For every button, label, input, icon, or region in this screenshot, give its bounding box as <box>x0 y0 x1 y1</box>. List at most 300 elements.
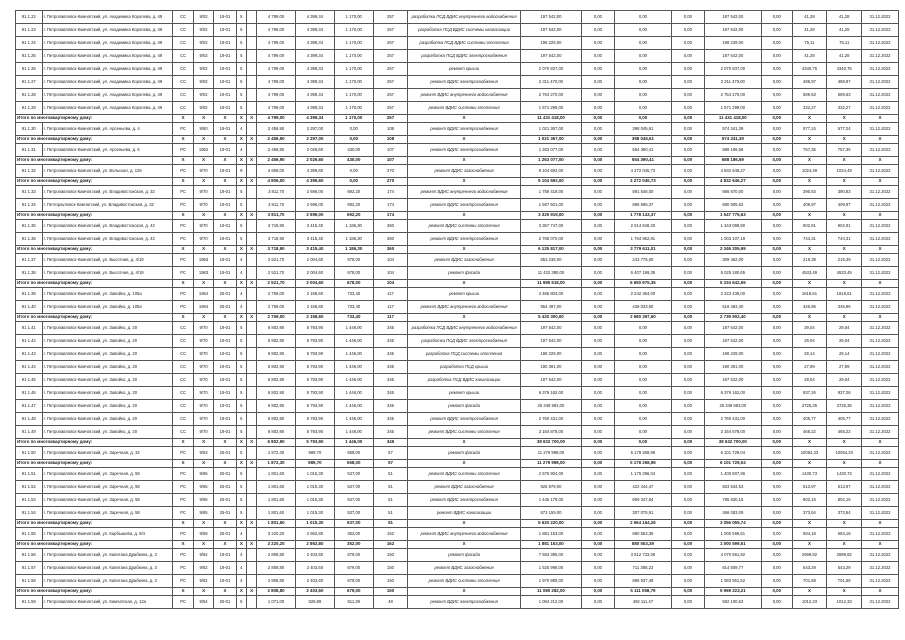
cell-code1: СС <box>173 11 193 24</box>
cell-v4: 1024,49 <box>827 165 862 178</box>
cell-code2: 9/02 <box>193 11 213 24</box>
cell-area3: 679,00 <box>334 562 373 575</box>
total-row <box>16 280 899 288</box>
cell-v3: 29,04 <box>792 374 827 387</box>
cell-area3: 1 446,00 <box>334 439 373 447</box>
cell-cost: 6 125 817,00 <box>520 246 581 254</box>
cell-zero: 0,00 <box>582 50 615 63</box>
cell-sum: 1 778 143,37 <box>614 212 671 220</box>
cell-address: г. Петропавловск-Камчатский, ул. Высотная, д. 4/19 <box>42 254 173 267</box>
cell-v2: 0,00 <box>761 387 792 400</box>
cell-v3: 465,22 <box>792 426 827 439</box>
cell-count: 57 <box>373 447 408 460</box>
cell-zero2: 0,00 <box>672 144 705 157</box>
cell-count: 117 <box>373 288 408 301</box>
cell-v2: 0,00 <box>761 288 792 301</box>
cell-code3: 19-01 <box>214 24 236 37</box>
total-label: Итого по многоквартирному дому: <box>16 246 173 254</box>
cell-date: X <box>862 520 899 528</box>
cell-code5: X <box>246 157 256 165</box>
cell-code2: X <box>193 520 213 528</box>
cell-count: 107 <box>373 157 408 165</box>
cell-v3: X <box>792 212 827 220</box>
cell-area3: 352,00 <box>334 528 373 541</box>
cell-v2: 0,00 <box>761 528 792 541</box>
cell-work: X <box>408 246 520 254</box>
cell-date: 31.12.2022 <box>862 361 899 374</box>
cell-sum: 492 111,47 <box>614 596 671 609</box>
cell-v2: 0,00 <box>761 400 792 413</box>
cell-code4: 5 <box>236 322 246 335</box>
cell-cost: 11 080 282,00 <box>520 588 581 596</box>
cell-count: 162 <box>373 541 408 549</box>
cell-blank <box>246 494 256 507</box>
cell-area3: 679,00 <box>334 588 373 596</box>
cell-area2: 1 015,30 <box>295 520 334 528</box>
cell-v2: 0,00 <box>761 89 792 102</box>
cell-work: X <box>408 439 520 447</box>
cell-area2: 5 793,90 <box>295 426 334 439</box>
cell-work: ремонт ВДИС электроснабжения <box>408 199 520 212</box>
cell-count: 345 <box>373 374 408 387</box>
cell-cost: 1 021 367,00 <box>520 136 581 144</box>
cell-zero: 0,00 <box>582 76 615 89</box>
cell-sum: 554 390,41 <box>614 144 671 157</box>
cell-address: г. Петропавловск-Камчатский, ул. Арсеньева, д. 6 <box>42 144 173 157</box>
cell-v4: 29,04 <box>827 374 862 387</box>
cell-code4: 5 <box>236 89 246 102</box>
cell-count: 108 <box>373 123 408 136</box>
table-row <box>16 468 899 481</box>
cell-code5: X <box>246 280 256 288</box>
cell-code3: 19-01 <box>214 165 236 178</box>
cell-cost: 3 357 747,00 <box>520 220 581 233</box>
total-label: Итого по многоквартирному дому: <box>16 460 173 468</box>
cell-area3: 1 446,00 <box>334 348 373 361</box>
cell-v2: 0,00 <box>761 199 792 212</box>
cell-v1: 2 346 205,99 <box>704 246 761 254</box>
cell-cost: 7 583 395,00 <box>520 549 581 562</box>
cell-v1: 574 341,39 <box>704 123 761 136</box>
cell-v3: 937,26 <box>792 387 827 400</box>
cell-v2: 0,00 <box>761 361 792 374</box>
cell-area2: 2 004,60 <box>295 280 334 288</box>
cell-cost: 673 159,00 <box>520 507 581 520</box>
cell-area1: 6 802,90 <box>257 335 296 348</box>
cell-zero: 0,00 <box>582 178 615 186</box>
cell-code2: 9/70 <box>193 361 213 374</box>
cell-v2: 0,00 <box>761 588 792 596</box>
cell-area2: 5 793,90 <box>295 361 334 374</box>
cell-area1: 6 802,90 <box>257 374 296 387</box>
table-row <box>16 361 899 374</box>
cell-area2: 2 862,80 <box>295 541 334 549</box>
cell-work: разработка ПСД ВДИС канализации <box>408 374 520 387</box>
cell-code2: X <box>193 541 213 549</box>
cell-count: 51 <box>373 520 408 528</box>
cell-num: 91 1.36 <box>16 233 43 246</box>
cell-v4: 902,91 <box>827 220 862 233</box>
cell-address: г. Петропавловск-Камчатский, ул. Завойко, д. 20 <box>42 361 173 374</box>
cell-num: 91 1.51 <box>16 468 43 481</box>
cell-sum: 0,00 <box>614 37 671 50</box>
cell-date: 31.12.2022 <box>862 254 899 267</box>
cell-count: 51 <box>373 468 408 481</box>
cell-code4: 5 <box>236 413 246 426</box>
cell-area3: 733,40 <box>334 301 373 314</box>
cell-v3: X <box>792 280 827 288</box>
cell-code2: 9/02 <box>193 50 213 63</box>
cell-area2: 5 793,90 <box>295 439 334 447</box>
cell-num: 91 1.55 <box>16 528 43 541</box>
cell-num: 91 1.35 <box>16 220 43 233</box>
cell-cost: 190 391,00 <box>520 361 581 374</box>
cell-area2: 2 158,60 <box>295 288 334 301</box>
capital-repair-table <box>15 10 899 609</box>
cell-v2: 0,00 <box>761 157 792 165</box>
cell-area1: 1 801,60 <box>257 507 296 520</box>
cell-blank <box>246 413 256 426</box>
cell-code4: 5 <box>236 400 246 413</box>
cell-address: г. Петропавловск-Камчатский, ул. Академика Королева, д. 49 <box>42 89 173 102</box>
cell-sum: 398 045,61 <box>614 123 671 136</box>
cell-zero2: 0,00 <box>672 494 705 507</box>
cell-num: 91 1.56 <box>16 549 43 562</box>
cell-zero2: 0,00 <box>672 596 705 609</box>
cell-code4: 5 <box>236 102 246 115</box>
cell-date: 31.12.2022 <box>862 468 899 481</box>
cell-code2: 9/70 <box>193 233 213 246</box>
cell-code2: 9/62 <box>193 549 213 562</box>
table-row <box>16 387 899 400</box>
cell-code2: 9/02 <box>193 37 213 50</box>
cell-v2: 0,00 <box>761 267 792 280</box>
cell-cost: 9 104 692,00 <box>520 165 581 178</box>
cell-zero2: 0,00 <box>672 165 705 178</box>
cell-v3: 29,04 <box>792 335 827 348</box>
cell-zero: 0,00 <box>582 596 615 609</box>
cell-area3: 1 170,00 <box>334 102 373 115</box>
cell-count: 57 <box>373 460 408 468</box>
cell-v2: 0,00 <box>761 481 792 494</box>
cell-code2: 9/62 <box>193 575 213 588</box>
cell-v3: 409,97 <box>792 199 827 212</box>
cell-date: 31.12.2022 <box>862 76 899 89</box>
cell-area3: 678,00 <box>334 280 373 288</box>
cell-date: 31.12.2022 <box>862 322 899 335</box>
cell-work: X <box>408 588 520 596</box>
cell-v2: 0,00 <box>761 460 792 468</box>
cell-zero2: 0,00 <box>672 588 705 596</box>
cell-area3: 1 170,00 <box>334 24 373 37</box>
cell-area2: 989,70 <box>295 460 334 468</box>
cell-v1: 4 832 646,27 <box>704 178 761 186</box>
cell-v2: 0,00 <box>761 494 792 507</box>
cell-cost: 1 567 501,00 <box>520 199 581 212</box>
cell-address: г. Петропавловск-Камчатский, ул. Завойко, д. 105а <box>42 288 173 301</box>
cell-blank <box>246 102 256 115</box>
cell-area3: 0,00 <box>334 136 373 144</box>
cell-zero: 0,00 <box>582 115 615 123</box>
cell-sum: 0,00 <box>614 102 671 115</box>
cell-code4: X <box>236 280 246 288</box>
cell-area3: 678,00 <box>334 267 373 280</box>
cell-address: г. Петропавловск-Камчатский, ул. Капитана Драбкина, д. 3 <box>42 575 173 588</box>
cell-count: 150 <box>373 549 408 562</box>
cell-code3: 19-01 <box>214 123 236 136</box>
cell-code1: РС <box>173 288 193 301</box>
cell-code1: РС <box>173 575 193 588</box>
cell-code2: X <box>193 314 213 322</box>
total-label: Итого по многоквартирному дому: <box>16 115 173 123</box>
total-row <box>16 439 899 447</box>
cell-zero2: 0,00 <box>672 220 705 233</box>
cell-work: X <box>408 520 520 528</box>
cell-work: разработка ПСД крыши <box>408 361 520 374</box>
cell-num: 91 1.43 <box>16 348 43 361</box>
cell-count: 270 <box>373 178 408 186</box>
cell-zero: 0,00 <box>582 136 615 144</box>
cell-sum: 886 595,37 <box>614 199 671 212</box>
cell-zero: 0,00 <box>582 254 615 267</box>
cell-v2: 0,00 <box>761 24 792 37</box>
cell-area1: 4 799,00 <box>257 63 296 76</box>
cell-v4: 41,28 <box>827 11 862 24</box>
cell-code1: СС <box>173 102 193 115</box>
cell-cost: 2 311 470,00 <box>520 76 581 89</box>
cell-code1: РС <box>173 123 193 136</box>
cell-code4: 5 <box>236 374 246 387</box>
cell-v2: 0,00 <box>761 165 792 178</box>
cell-work: ремонт ВДИС системы отопления <box>408 220 520 233</box>
cell-zero2: 0,00 <box>672 76 705 89</box>
cell-code3: X <box>214 314 236 322</box>
cell-area2: 4 399,60 <box>295 178 334 186</box>
cell-code3: 19-01 <box>214 11 236 24</box>
cell-area2: 5 793,90 <box>295 387 334 400</box>
cell-zero: 0,00 <box>582 520 615 528</box>
cell-v1: 197 542,00 <box>704 374 761 387</box>
cell-zero: 0,00 <box>582 246 615 254</box>
cell-count: 257 <box>373 115 408 123</box>
cell-area2: 5 793,90 <box>295 322 334 335</box>
cell-code3: 25-01 <box>214 288 236 301</box>
cell-cost: 3 325 919,00 <box>520 212 581 220</box>
cell-v3: 744,31 <box>792 233 827 246</box>
cell-work: ремонт фасада <box>408 267 520 280</box>
cell-blank <box>246 481 256 494</box>
cell-code3: 25-01 <box>214 468 236 481</box>
cell-date: 31.12.2022 <box>862 387 899 400</box>
cell-zero2: 0,00 <box>672 212 705 220</box>
cell-work: разработка ПСД ВДИС внутреннего водоснабжения <box>408 322 520 335</box>
cell-zero: 0,00 <box>582 507 615 520</box>
cell-work: ремонт ВДИС системы отопления <box>408 575 520 588</box>
cell-code3: 19-01 <box>214 199 236 212</box>
cell-cost: 5 620 220,00 <box>520 520 581 528</box>
cell-code3: X <box>214 439 236 447</box>
cell-code4: 9 <box>236 165 246 178</box>
cell-blank <box>246 468 256 481</box>
cell-sum: 3 779 611,01 <box>614 246 671 254</box>
cell-count: 360 <box>373 233 408 246</box>
cell-sum: 398 045,61 <box>614 136 671 144</box>
cell-zero: 0,00 <box>582 11 615 24</box>
cell-code2: 1963 <box>193 254 213 267</box>
cell-cost: 11 279 998,00 <box>520 460 581 468</box>
cell-address: г. Петропавловск-Камчатский, ул. Владивостокская, д. 43 <box>42 233 173 246</box>
cell-zero: 0,00 <box>582 541 615 549</box>
cell-area2: 2 158,60 <box>295 314 334 322</box>
cell-zero: 0,00 <box>582 494 615 507</box>
table-row <box>16 507 899 520</box>
cell-date: 31.12.2022 <box>862 301 899 314</box>
cell-count: 345 <box>373 413 408 426</box>
cell-address: г. Петропавловск-Камчатский, ул. Карбышева, д. 9/4 <box>42 528 173 541</box>
cell-code1: СС <box>173 400 193 413</box>
cell-code2: X <box>193 439 213 447</box>
cell-zero: 0,00 <box>582 123 615 136</box>
cell-code3: 19-01 <box>214 549 236 562</box>
total-row <box>16 136 899 144</box>
cell-v4: 219,39 <box>827 254 862 267</box>
cell-v4: 589,63 <box>827 89 862 102</box>
cell-code1: РС <box>173 562 193 575</box>
cell-sum: 6 650 975,35 <box>614 280 671 288</box>
total-label: Итого по многоквартирному дому: <box>16 178 173 186</box>
cell-blank <box>246 400 256 413</box>
cell-v1: 198 229,00 <box>704 348 761 361</box>
cell-v1: 5 969 223,21 <box>704 588 761 596</box>
cell-area1: 2 456,90 <box>257 136 296 144</box>
cell-v1: 6 376 162,00 <box>704 387 761 400</box>
cell-work: X <box>408 280 520 288</box>
cell-v2: 0,00 <box>761 507 792 520</box>
cell-date: 31.12.2022 <box>862 24 899 37</box>
cell-code4: 4 <box>236 267 246 280</box>
cell-blank <box>246 562 256 575</box>
cell-sum: 0,00 <box>614 374 671 387</box>
cell-v4: 4340,75 <box>827 63 862 76</box>
cell-v3: 589,63 <box>792 89 827 102</box>
cell-area3: 692,20 <box>334 186 373 199</box>
cell-zero: 0,00 <box>582 314 615 322</box>
cell-address: г. Петропавловск-Камчатский, ул. Академика Королева, д. 49 <box>42 63 173 76</box>
cell-num: 91 1.33 <box>16 186 43 199</box>
cell-v4: 332,27 <box>827 102 862 115</box>
cell-area1: 3 718,90 <box>257 246 296 254</box>
cell-v4: 41,28 <box>827 50 862 63</box>
cell-address: г. Петропавловск-Камчатский, ул. Завойко, д. 20 <box>42 335 173 348</box>
cell-work: ремонт ВДИС системы отопления <box>408 468 520 481</box>
cell-cost: 2 070 837,00 <box>520 63 581 76</box>
cell-sum: 0,00 <box>614 439 671 447</box>
cell-address: г. Петропавловск-Камчатский, ул. Зарeчная, д. 58 <box>42 494 173 507</box>
cell-v4: X <box>827 157 862 165</box>
cell-area3: 1 446,00 <box>334 335 373 348</box>
cell-blank <box>246 267 256 280</box>
cell-address: г. Петропавловск-Камчатский, ул. Завойко, д. 105а <box>42 301 173 314</box>
cell-address: г. Петропавловск-Камчатский, ул. Завойко, д. 20 <box>42 374 173 387</box>
cell-area1: 6 802,90 <box>257 439 296 447</box>
cell-date: 31.12.2022 <box>862 494 899 507</box>
cell-count: 345 <box>373 322 408 335</box>
cell-sum: 1 175 296,04 <box>614 468 671 481</box>
cell-cost: 4 465 803,00 <box>520 288 581 301</box>
cell-code4: X <box>236 520 246 528</box>
cell-v2: 0,00 <box>761 220 792 233</box>
cell-sum: 5 111 058,79 <box>614 588 671 596</box>
cell-num: 91 1.47 <box>16 400 43 413</box>
cell-count: 257 <box>373 24 408 37</box>
cell-code3: 19-01 <box>214 233 236 246</box>
cell-code4: 4 <box>236 123 246 136</box>
cell-work: ремонт фасада <box>408 447 520 460</box>
cell-sum: 891 548,00 <box>614 186 671 199</box>
cell-date: 31.12.2022 <box>862 220 899 233</box>
cell-area3: 1 446,00 <box>334 413 373 426</box>
cell-code4: X <box>236 157 246 165</box>
cell-code2: 1964 <box>193 301 213 314</box>
cell-work: ремонт ВДИС газоснабжения <box>408 481 520 494</box>
cell-v4: 27,99 <box>827 361 862 374</box>
cell-address: г. Петropavловск-Камчатский, ул. Владивостокская, д. 32 <box>42 199 173 212</box>
cell-area2: 2 026,60 <box>295 144 334 157</box>
cell-count: 345 <box>373 348 408 361</box>
cell-v3: 488,97 <box>792 76 827 89</box>
cell-work: ремонт ВДИС газоснабжения <box>408 562 520 575</box>
cell-sum: 880 553,39 <box>614 541 671 549</box>
cell-blank <box>246 575 256 588</box>
cell-zero2: 0,00 <box>672 507 705 520</box>
cell-v4: X <box>827 280 862 288</box>
total-label: Итого по многоквартирному дому: <box>16 157 173 165</box>
cell-code1: РС <box>173 233 193 246</box>
cell-sum: 0,00 <box>614 335 671 348</box>
cell-sum: 2 014 648,20 <box>614 220 671 233</box>
cell-v1: 516 463,40 <box>704 301 761 314</box>
cell-v4: 937,26 <box>827 387 862 400</box>
cell-area2: 2 297,00 <box>295 136 334 144</box>
cell-area2: 929,89 <box>295 596 334 609</box>
cell-sum: 2 680 397,60 <box>614 314 671 322</box>
cell-cost: 1 571 299,00 <box>520 102 581 115</box>
table-row <box>16 123 899 136</box>
cell-v3: X <box>792 520 827 528</box>
cell-v3: 902,91 <box>792 220 827 233</box>
cell-blank <box>246 220 256 233</box>
cell-v1: 1 400 607,96 <box>704 468 761 481</box>
cell-code4: X <box>236 178 246 186</box>
cell-code4: 4 <box>236 254 246 267</box>
cell-blank <box>246 335 256 348</box>
cell-address: г. Петропавловск-Камчатский, ул. Владивостокская, д. 32 <box>42 186 173 199</box>
cell-address: г. Петропавловск-Камчатский, ул. Зарeчная, д. 58 <box>42 481 173 494</box>
cell-area1: 4 799,00 <box>257 115 296 123</box>
cell-v4: 701,68 <box>827 575 862 588</box>
cell-v1: 5 025 180,65 <box>704 267 761 280</box>
cell-zero2: 0,00 <box>672 468 705 481</box>
cell-v3: 390,83 <box>792 186 827 199</box>
cell-address: г. Петропавловск-Камчатский, ул. Завойко, д. 20 <box>42 322 173 335</box>
cell-date: 31.12.2022 <box>862 186 899 199</box>
cell-blank <box>246 37 256 50</box>
cell-num: 91 1.31 <box>16 144 43 157</box>
cell-code2: X <box>193 115 213 123</box>
cell-area2: 2 696,00 <box>295 199 334 212</box>
cell-address: г. Петропавловск-Камчатский, ул. Зарeчная, д. 58 <box>42 468 173 481</box>
cell-work: ремонт ВДИС внутреннего водоснабжения <box>408 528 520 541</box>
